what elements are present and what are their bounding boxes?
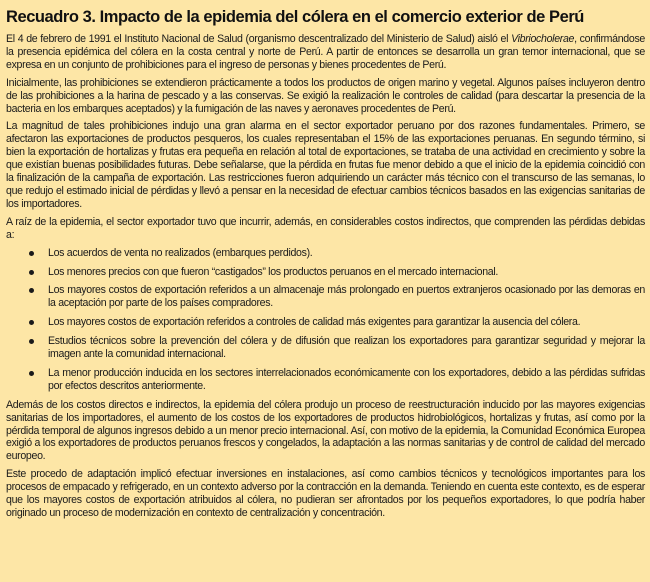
box-title: Recuadro 3. Impacto de la epidemia del cólera en el comercio exterior de Perú <box>6 8 584 26</box>
list-item <box>6 284 645 310</box>
paragraph-6: Este procedo de adaptación implicó efectuar inversiones en instalaciones, así como cambios técnicos y tecnológicos importantes para los procesos de empacado y refrigerado, en un contexto adverso por la contracción en la demanda. Teniendo en cuenta este contexto, es de esperar que los mayores costos de exportación atribuidos al cólera, no pudieran ser afrontados por los pequeños exportadores, lo que podría haber originado un proceso de modernización en contexto de centralización y concentración. <box>6 468 645 519</box>
list-item <box>6 266 645 279</box>
paragraph-5: Además de los costos directos e indirectos, la epidemia del cólera produjo un proceso de reestructuración inducido por las mayores exigencias sanitarias de los importadores, el aumento de los costos de los exportadores de productos hidrobiológicos, hortalizas y frutas, así como por la pérdida temporal de algunos ingresos debido a un menor precio internacional. Así, con motivo de la epidemia, la Comunidad Económica Europea exigió a los exportadores de productos peruanos frescos y congelados, la adaptación a las normas sanitarias y de control de calidad del mercado europeo. <box>6 398 645 463</box>
bullet-icon <box>29 288 34 293</box>
bullet-icon <box>29 270 34 275</box>
bullet-icon <box>29 371 34 376</box>
indirect-costs-list <box>6 247 645 393</box>
list-item-text: Estudios técnicos sobre la prevención del cólera y de difusión que realizan los exportadores para garantizar seguridad y mejorar la imagen ante la comunidad internacional. <box>48 335 645 361</box>
list-item <box>6 367 645 393</box>
list-item <box>6 335 645 361</box>
list-item-text: Los menores precios con que fueron “castigados” los productos peruanos en el mercado internacional. <box>48 265 499 278</box>
list-item <box>6 247 645 260</box>
list-item <box>6 316 645 329</box>
paragraph-2: Inicialmente, las prohibiciones se extendieron prácticamente a todos los productos de origen marino y vegetal. Algunos países incluyeron dentro de las prohibiciones a la harina de pescado y a las conservas. Se exigió la realización le controles de calidad (para descartar la presencia de la bacteria en los embarques aceptados) y la fumigación de las naves y aeronaves procedentes de Perú. <box>6 76 645 115</box>
list-item-text: Los acuerdos de venta no realizados (embarques perdidos). <box>48 246 313 259</box>
bullet-icon <box>29 320 34 325</box>
species-name: Vibriocholerae <box>511 33 575 45</box>
list-item-text: Los mayores costos de exportación referidos a un almacenaje más prolongado en puertos extranjeros ocasionado por las demoras en la aceptación por parte de los países compradores. <box>48 284 645 310</box>
list-item-text: Los mayores costos de exportación referidos a controles de calidad más exigentes para garantizar la ausencia del cólera. <box>48 316 581 329</box>
paragraph-1-start: El 4 de febrero de 1991 el Instituto Nacional de Salud (organismo descentralizado del Ministerio de Salud) aisló el <box>6 33 512 45</box>
list-item-text: La menor producción inducida en los sectores interrelacionados económicamente con los exportadores, debido a las pérdidas sufridas por efectos descritos anteriormente. <box>48 366 645 392</box>
bullet-icon <box>29 251 34 256</box>
bullet-icon <box>29 339 34 344</box>
paragraph-1 <box>6 33 645 72</box>
paragraph-3: La magnitud de tales prohibiciones indujo una gran alarma en el sector exportador peruano por dos razones fundamentales. Primero, se afectaron las exportaciones de productos pesqueros, los cuales representaban el 15% de las exportaciones peruanas. En segundo término, si bien la exportación de hortalizas y frutas era pequeña en relación al total de exportaciones, se trataba de una actividad en crecimiento y sobre la que existían buenas posibilidades futuras. Debe señalarse, que la pérdida en frutas fue menor debido a que el inicio de la epidemia coincidió con la finalización de la campaña de exportación. Las restricciones fueron adquiriendo un carácter más técnico con el transcurso de las semanas, lo que redujo el estimado inicial de pérdidas y llevó a pensar en la necesidad de efectuar cambios técnicos basados en las exigencias sanitarias de los importadores. <box>6 120 645 210</box>
paragraph-1-end: , confirmándose la presencia epidémica del cólera en la costa central y norte de Perú. A partir de entonces se desarrolla un gran temor internacional, que se expresa en un conjunto de prohibiciones para el ingreso de personas y bienes procedentes de Perú. <box>6 33 645 71</box>
paragraph-4: A raíz de la epidemia, el sector exportador tuvo que incurrir, además, en considerables costos indirectos, que comprenden las pérdidas debidas a: <box>6 215 645 241</box>
